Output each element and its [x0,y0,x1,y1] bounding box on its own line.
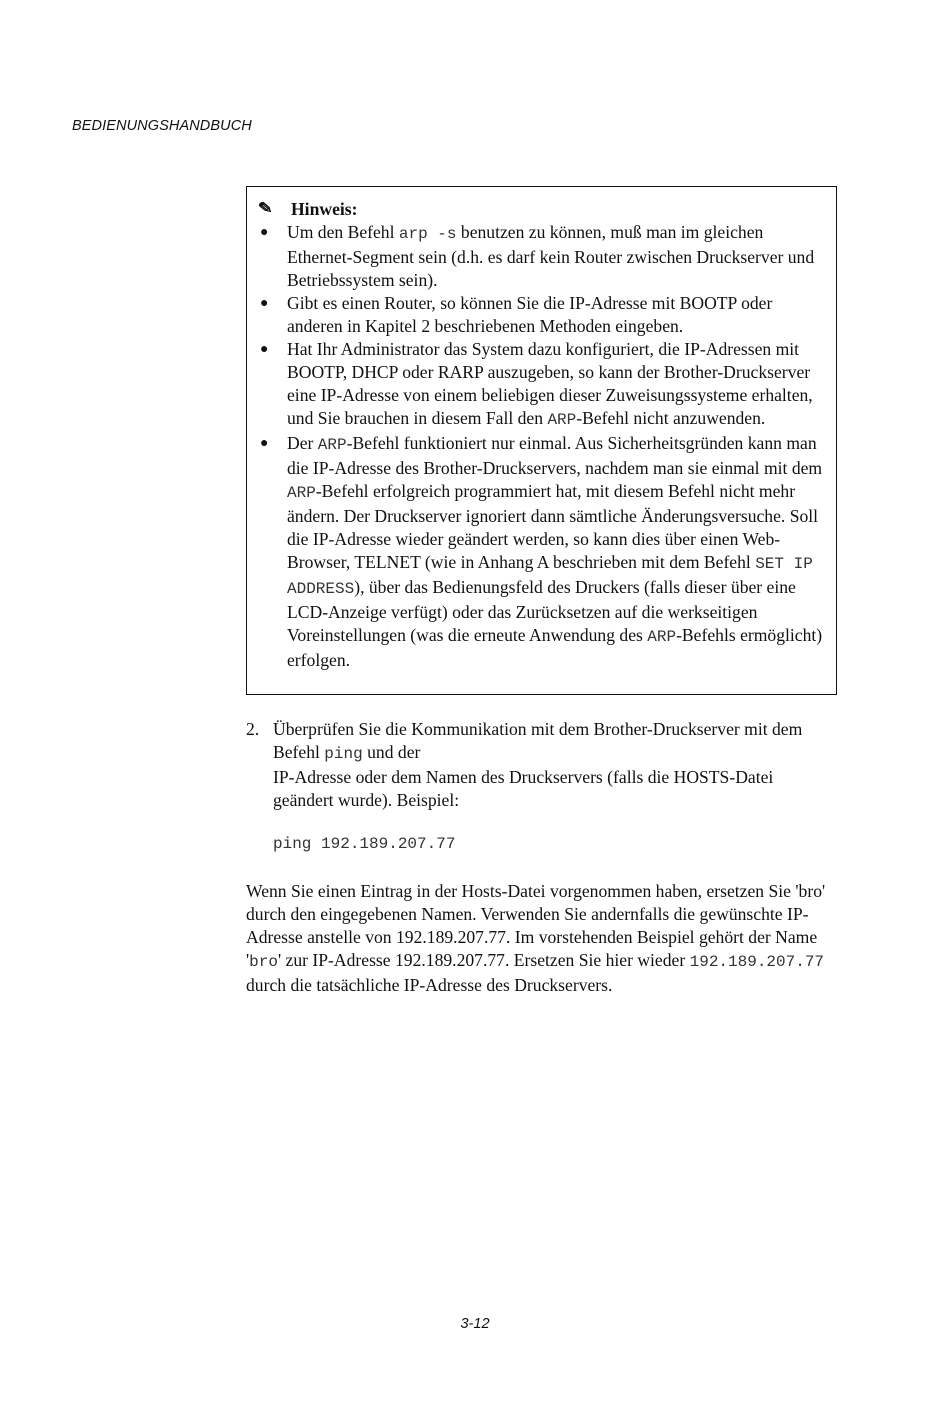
text-run: -Befehl nicht anzuwenden. [576,408,766,428]
step-2 [246,718,836,812]
body-paragraph [246,880,838,997]
note-item-administrator [257,338,829,432]
inline-code: ARP [287,484,316,502]
text-run: Gibt es einen Router, so können Sie die IP-Adresse mit BOOTP oder anderen in Kapitel 2 beschriebenen Methoden eingeben. [287,293,773,336]
inline-code: 192.189.207.77 [689,953,825,971]
text-run: ' zur IP-Adresse 192.189.207.77. Ersetzen Sie hier wieder [277,950,690,970]
note-heading [257,198,358,221]
step-text [273,718,836,812]
inline-code: SET IP ADDRESS [287,555,813,598]
text-run: Hat Ihr Administrator das System dazu konfiguriert, die IP-Adressen mit BOOTP, DHCP oder RARP auszugeben, so kann der Brother-Druckserver eine IP-Adresse von einem beliebigen dieser Zuweisungssysteme erhalten, und Sie brauchen in diesem Fall den [287,339,813,428]
text-run: -Befehl erfolgreich programmiert hat, mit diesem Befehl nicht mehr ändern. Der Druckserver ignoriert dann sämtliche Änderungsversuche. Soll die IP-Adresse wieder geändert werden, so kann dies über einen Web-Browser, TELNET (wie in Anhang A beschrieben mit dem Befehl [287,481,819,572]
note-title: Hinweis: [291,199,358,219]
pencil-icon: ✎ [257,201,273,217]
inline-code: bro [249,953,278,971]
bullet-icon: ● [260,225,269,240]
page-number: 3-12 [460,1316,490,1332]
note-item-arp-once [257,432,829,672]
inline-code: ARP [647,628,677,646]
code-example: ping 192.189.207.77 [273,835,456,853]
note-item-arp-segment [257,221,829,292]
bullet-icon: ● [260,342,269,357]
text-run: und der [362,742,421,762]
bullet-icon: ● [260,296,269,311]
inline-code: ARP [317,436,347,454]
text-run: -Befehls ermöglicht) erfolgen. [287,625,823,670]
text-run: Der [287,433,318,453]
note-list [257,221,829,672]
text-run: Um den Befehl [287,222,399,242]
step-number: 2. [246,719,260,739]
note-item-router [257,292,829,338]
text-run: IP-Adresse oder dem Namen des Druckservers (falls die HOSTS-Datei geändert wurde). Beispiel: [273,767,774,810]
text-run: Überprüfen Sie die Kommunikation mit dem Brother-Druckserver mit dem Befehl [273,719,803,762]
bullet-icon: ● [260,436,269,451]
text-run: ), über das Bedienungsfeld des Druckers (falls dieser über eine LCD-Anzeige verfügt) oder das Zurücksetzen auf die werkseitigen Voreinstellungen (was die erneute Anwendung des [287,577,796,645]
inline-code: ping [324,745,363,763]
inline-code: ARP [547,411,577,429]
text-run: benutzen zu können, muß man im gleichen Ethernet-Segment sein (d.h. es darf kein Router zwischen Druckserver und Betriebssystem sein). [287,222,815,290]
text-run: -Befehl funktioniert nur einmal. Aus Sicherheitsgründen kann man die IP-Adresse des Brother-Druckservers, nachdem man sie einmal mit dem [287,433,823,478]
text-run: durch die tatsächliche IP-Adresse des Druckservers. [246,975,613,995]
running-header: BEDIENUNGSHANDBUCH [72,118,252,134]
note-box [246,186,837,695]
inline-code: arp -s [398,225,457,243]
text-run: Wenn Sie einen Eintrag in der Hosts-Datei vorgenommen haben, ersetzen Sie 'bro' durch den eingegebenen Namen. Verwenden Sie andernfalls die gewünschte IP-Adresse anstelle von 192.189.207.77. Im vorstehenden Beispiel gehört der Name ' [246,881,826,970]
